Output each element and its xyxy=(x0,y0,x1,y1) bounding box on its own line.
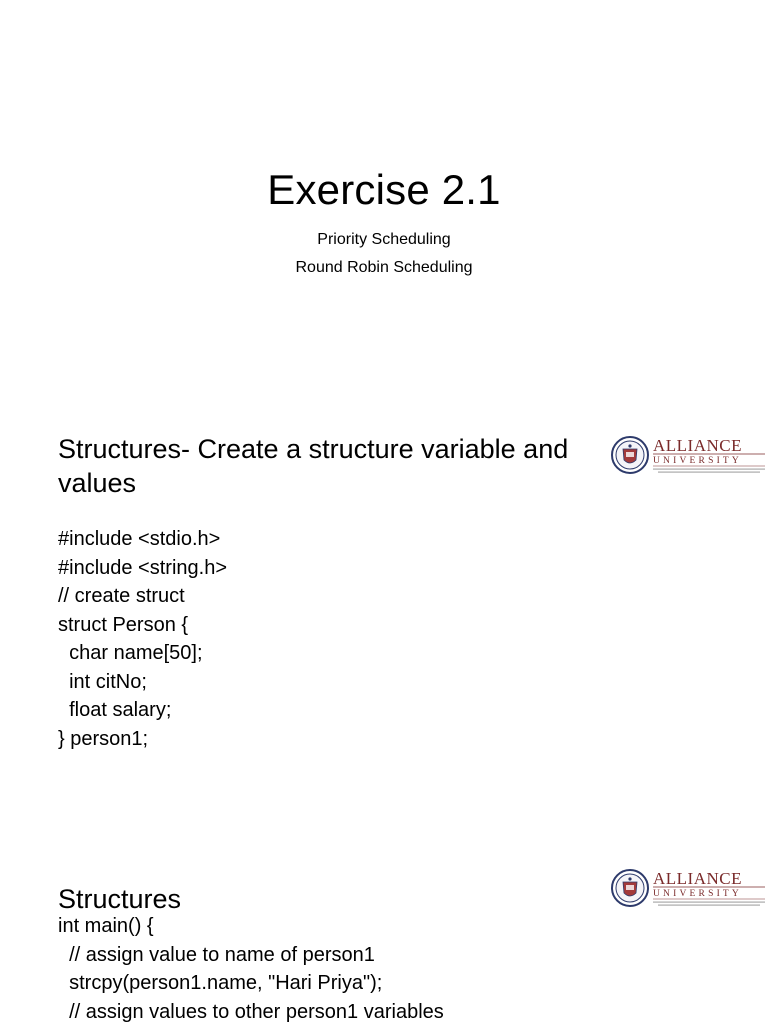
slide-title: Exercise 2.1 xyxy=(267,166,501,213)
svg-text:UNIVERSITY: UNIVERSITY xyxy=(653,889,742,899)
svg-text:ALLIANCE: ALLIANCE xyxy=(653,869,742,888)
university-seal-icon xyxy=(611,436,649,474)
university-seal-icon xyxy=(611,869,649,907)
code-block: int main() { // assign value to name of person1 strcpy(person1.name, "Hari Priya"); // assign values to other person1 variables xyxy=(58,915,444,1023)
code-block: #include <stdio.h> #include <string.h> // create struct struct Person { char name[50]; int citNo; float salary; } person1; xyxy=(58,528,228,750)
university-wordmark xyxy=(652,869,768,909)
slide-subtitle-priority: Priority Scheduling xyxy=(317,231,451,248)
svg-text:ALLIANCE: ALLIANCE xyxy=(653,436,742,455)
slide-title: Structures xyxy=(58,884,182,914)
slide-title: Structures- Create a structure variable and values xyxy=(58,434,569,498)
university-wordmark xyxy=(652,436,768,476)
slide-exercise xyxy=(0,0,768,400)
slide-subtitle-round-robin: Round Robin Scheduling xyxy=(295,259,473,276)
svg-text:UNIVERSITY: UNIVERSITY xyxy=(653,456,742,466)
slide-structures-main xyxy=(0,860,768,1024)
slide-structures-create xyxy=(0,420,768,820)
university-logo xyxy=(611,435,768,477)
university-logo xyxy=(611,868,768,910)
